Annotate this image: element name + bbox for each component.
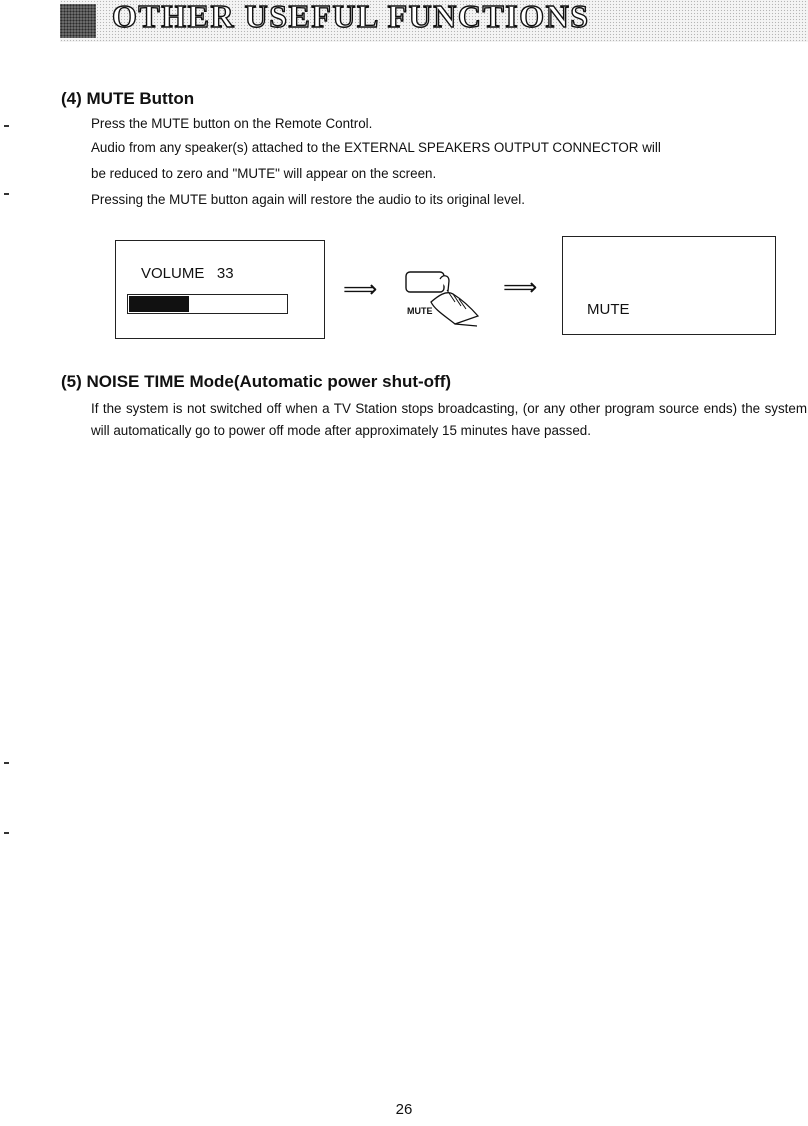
volume-bar-fill — [129, 296, 189, 312]
noise-paragraph: If the system is not switched off when a TV Station stops broadcasting, (or any other program source ends) the system will automatically go to power off mode after approximately 15 minutes have passed. — [91, 401, 807, 438]
margin-mark — [4, 125, 9, 127]
margin-mark — [4, 193, 9, 195]
remote-mute-button-label: MUTE — [407, 306, 433, 316]
screen-display-box — [562, 236, 776, 335]
mute-section-title: (4) MUTE Button — [61, 89, 195, 108]
screen-mute-label: MUTE — [587, 301, 630, 318]
header-marker-block — [60, 4, 96, 38]
page-title: OTHER USEFUL FUNCTIONS — [112, 0, 590, 34]
arrow-icon: ⟹ — [503, 274, 538, 301]
noise-section-title: (5) NOISE TIME Mode(Automatic power shut-off) — [61, 372, 452, 391]
volume-bar — [127, 294, 288, 314]
volume-label: VOLUME 33 — [141, 265, 234, 282]
page-number: 26 — [395, 1101, 413, 1118]
mute-line-3: be reduced to zero and "MUTE" will appear on the screen. — [91, 166, 437, 181]
margin-mark — [4, 832, 9, 834]
margin-mark — [4, 762, 9, 764]
mute-line-4: Pressing the MUTE button again will restore the audio to its original level. — [91, 192, 525, 207]
arrow-icon: ⟹ — [343, 276, 378, 303]
mute-line-1: Press the MUTE button on the Remote Control. — [91, 116, 373, 131]
hand-pressing-mute-button-icon — [393, 266, 485, 332]
mute-line-2: Audio from any speaker(s) attached to the EXTERNAL SPEAKERS OUTPUT CONNECTOR will — [91, 140, 661, 155]
volume-display-box — [115, 240, 325, 339]
